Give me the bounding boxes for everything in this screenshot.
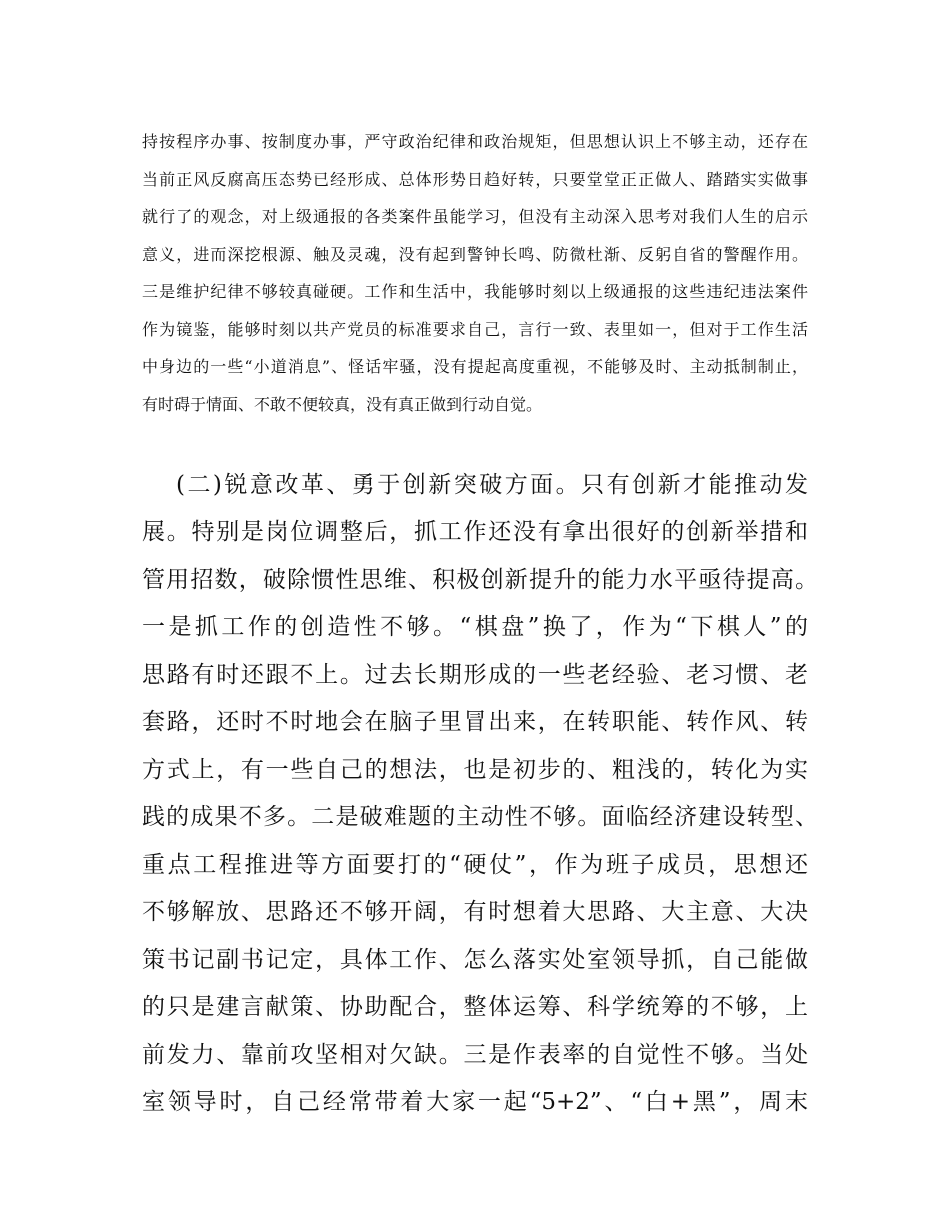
text-line: 就行了的观念，对上级通报的各类案件虽能学习，但没有主动深入思考对我们人生的启示 [142,207,808,226]
text-line: 管用招数，破除惯性思维、积极创新提升的能力水平亟待提高。 [142,567,818,593]
text-line: 持按程序办事、按制度办事，严守政治纪律和政治规矩，但思想认识上不够主动，还存在 [142,132,808,151]
text-line: 的只是建言献策、协助配合，整体运筹、科学统筹的不够，上 [142,994,808,1020]
text-line: 当前正风反腐高压态势已经形成、总体形势日趋好转，只要堂堂正正做人、踏踏实实做事 [142,170,808,189]
text-line: 重点工程推进等方面要打的“硬仗”，作为班子成员，思想还 [142,852,808,878]
text-line: 策书记副书记定，具体工作、怎么落实处室领导抓，自己能做 [142,947,808,973]
text-line: 意义，进而深挖根源、触及灵魂，没有起到警钟长鸣、防微杜渐、反躬自省的警醒作用。 [142,245,808,264]
text-line: 前发力、靠前攻坚相对欠缺。三是作表率的自觉性不够。当处 [142,1042,808,1068]
text-line: 套路，还时不时地会在脑子里冒出来，在转职能、转作风、转 [142,709,808,735]
text-line: 践的成果不多。二是破难题的主动性不够。面临经济建设转型、 [142,804,818,830]
text-line: 有时碍于情面、不敢不便较真，没有真正做到行动自觉。 [142,395,543,414]
text-line: 展。特别是岗位调整后，抓工作还没有拿出很好的创新举措和 [142,519,808,545]
text-line: 三是维护纪律不够较真碰硬。工作和生活中，我能够时刻以上级通报的这些违纪违法案件 [142,282,808,301]
section-heading-line: (二)锐意改革、勇于创新突破方面。只有创新才能推动发 [176,472,808,498]
text-line: 思路有时还跟不上。过去长期形成的一些老经验、老习惯、老 [142,662,808,688]
text-line: 室领导时，自己经常带着大家一起“5+2”、“白+黑”，周末 [142,1089,808,1115]
text-line: 方式上，有一些自己的想法，也是初步的、粗浅的，转化为实 [142,757,808,783]
text-line: 一是抓工作的创造性不够。“棋盘”换了，作为“下棋人”的 [142,614,808,640]
text-line: 作为镜鉴，能够时刻以共产党员的标准要求自己，言行一致、表里如一，但对于工作生活 [142,320,808,339]
text-line: 中身边的一些“小道消息”、怪话牢骚，没有提起高度重视，不能够及时、主动抵制制止， [142,357,808,376]
text-line: 不够解放、思路还不够开阔，有时想着大思路、大主意、大决 [142,899,808,925]
